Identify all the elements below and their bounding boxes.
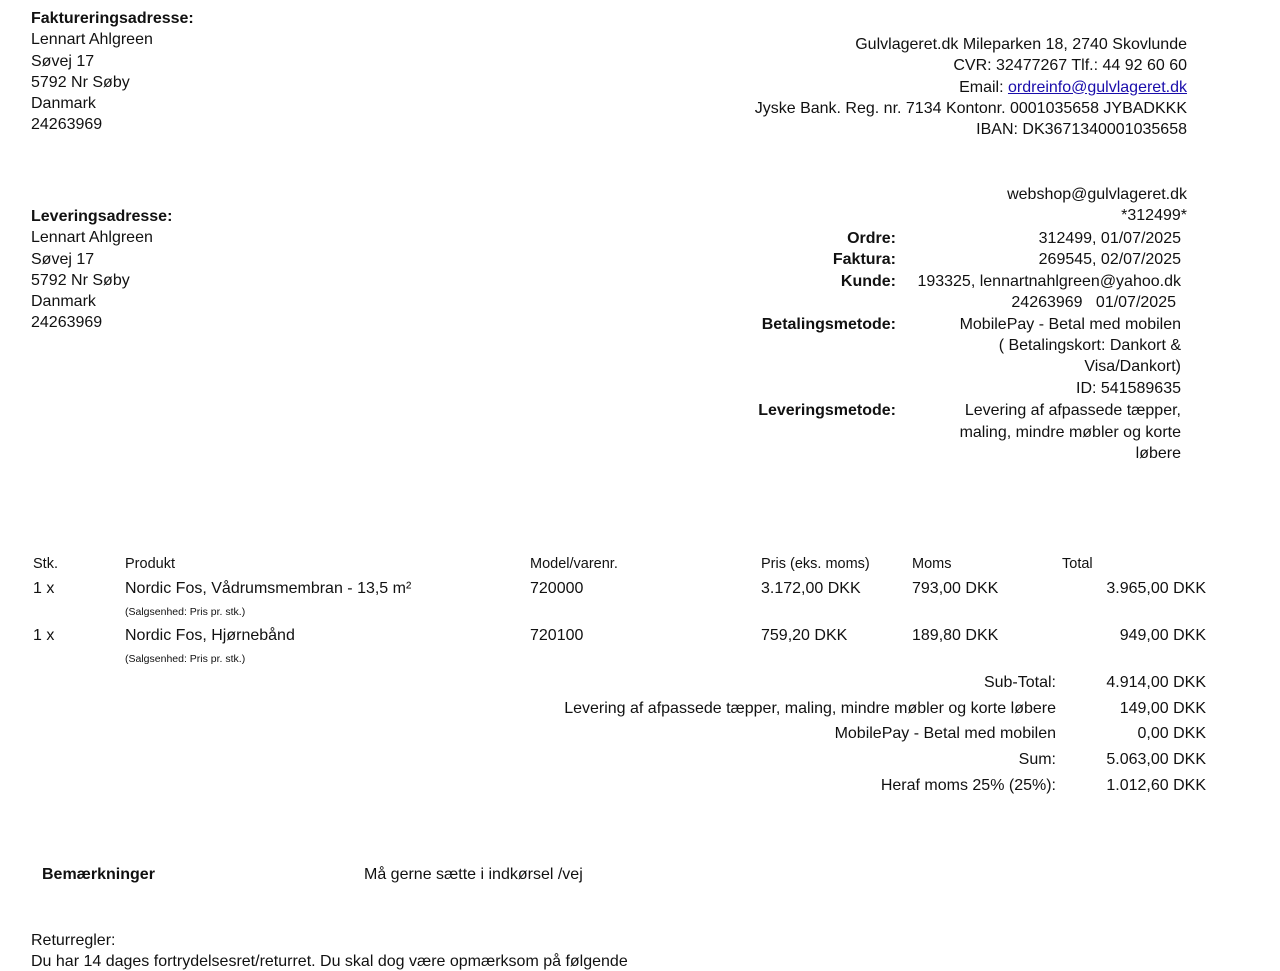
billing-city: 5792 Nr Søby	[31, 73, 130, 91]
shipping-cost-value: 149,00 DKK	[1119, 700, 1206, 717]
notes-label: Bemærkninger	[42, 866, 155, 883]
payment-id: ID: 541589635	[1076, 380, 1181, 397]
shipping-value-1: Levering af afpassede tæpper,	[964, 402, 1181, 419]
company-iban: IBAN: DK3671340001035658	[976, 121, 1187, 139]
order-label: Ordre:	[847, 230, 896, 247]
billing-street: Søvej 17	[31, 52, 95, 70]
customer-label: Kunde:	[840, 273, 896, 290]
delivery-city: 5792 Nr Søby	[31, 271, 130, 289]
subtotal-value: 4.914,00 DKK	[1106, 674, 1206, 691]
payment-label: Betalingsmetode:	[761, 316, 896, 333]
header-total: Total	[1062, 556, 1093, 572]
header-product: Produkt	[125, 556, 175, 572]
shipping-value-3: løbere	[1135, 445, 1181, 462]
delivery-name: Lennart Ahlgreen	[31, 229, 153, 247]
order-value: 312499, 01/07/2025	[1038, 230, 1181, 247]
row-unit-note: (Salgsenhed: Pris pr. stk.)	[125, 606, 246, 618]
row-product: Nordic Fos, Hjørnebånd	[125, 627, 295, 644]
vat-total-label: Heraf moms 25% (25%):	[880, 777, 1056, 794]
company-address: Gulvlageret.dk Mileparken 18, 2740 Skovlunde	[855, 36, 1187, 53]
header-model: Model/varenr.	[530, 556, 618, 572]
header-qty: Stk.	[33, 556, 58, 572]
payment-fee-label: MobilePay - Betal med mobilen	[834, 725, 1056, 742]
webshop-email: webshop@gulvlageret.dk	[1007, 186, 1187, 203]
delivery-heading: Leveringsadresse:	[31, 208, 173, 225]
header-vat: Moms	[912, 556, 952, 572]
row-product: Nordic Fos, Vådrumsmembran - 13,5 m²	[125, 580, 412, 597]
billing-heading: Faktureringsadresse:	[31, 10, 194, 27]
order-code: *312499*	[1121, 207, 1187, 225]
subtotal-label: Sub-Total:	[983, 674, 1056, 691]
billing-phone: 24263969	[31, 116, 103, 134]
customer-phone-date: 24263969 01/07/2025	[1011, 294, 1176, 311]
company-cvr: CVR: 32477267 Tlf.: 44 92 60 60	[953, 57, 1187, 75]
row-total: 3.965,00 DKK	[1106, 580, 1206, 597]
delivery-street: Søvej 17	[31, 250, 95, 268]
payment-fee-value: 0,00 DKK	[1137, 725, 1206, 742]
notes-text: Må gerne sætte i indkørsel /vej	[364, 866, 583, 883]
row-vat: 793,00 DKK	[912, 580, 999, 597]
sum-value: 5.063,00 DKK	[1106, 751, 1206, 768]
invoice-label: Faktura:	[832, 251, 896, 268]
email-label: Email:	[959, 78, 1008, 96]
row-vat: 189,80 DKK	[912, 627, 999, 644]
row-qty: 1 x	[33, 627, 55, 644]
shipping-value-2: maling, mindre møbler og korte	[959, 424, 1181, 441]
company-email-link[interactable]: ordreinfo@gulvlageret.dk	[1007, 78, 1187, 96]
row-unit-note: (Salgsenhed: Pris pr. stk.)	[125, 653, 246, 665]
row-price: 759,20 DKK	[761, 627, 848, 644]
company-email-line	[755, 77, 1187, 98]
company-bank: Jyske Bank. Reg. nr. 7134 Kontonr. 0001035658 JYBADKKK	[754, 99, 1187, 117]
row-model: 720100	[530, 627, 584, 644]
shipping-label: Leveringsmetode:	[758, 402, 896, 419]
header-price: Pris (eks. moms)	[761, 556, 870, 572]
row-total: 949,00 DKK	[1119, 627, 1206, 644]
returns-label: Returregler:	[31, 932, 116, 949]
invoice-value: 269545, 02/07/2025	[1038, 251, 1181, 268]
sum-label: Sum:	[1018, 751, 1056, 768]
company-info	[755, 34, 1187, 140]
shipping-cost-label: Levering af afpassede tæpper, maling, mindre møbler og korte løbere	[564, 700, 1056, 717]
row-model: 720000	[530, 580, 584, 597]
billing-country: Danmark	[31, 95, 96, 113]
delivery-address	[31, 206, 172, 334]
billing-name: Lennart Ahlgreen	[31, 31, 153, 49]
payment-value-3: Visa/Dankort)	[1084, 358, 1181, 375]
returns-text: Du har 14 dages fortrydelsesret/returret. Du skal dog være opmærksom på følgende	[31, 953, 628, 970]
row-price: 3.172,00 DKK	[761, 580, 861, 597]
customer-value: 193325, lennartnahlgreen@yahoo.dk	[917, 273, 1181, 290]
delivery-country: Danmark	[31, 293, 96, 311]
webshop-info	[1007, 184, 1187, 227]
row-qty: 1 x	[33, 580, 55, 597]
vat-total-value: 1.012,60 DKK	[1106, 777, 1206, 794]
payment-value-1: MobilePay - Betal med mobilen	[959, 316, 1181, 333]
billing-address	[31, 8, 194, 136]
delivery-phone: 24263969	[31, 314, 103, 332]
payment-value-2: ( Betalingskort: Dankort &	[998, 337, 1181, 354]
